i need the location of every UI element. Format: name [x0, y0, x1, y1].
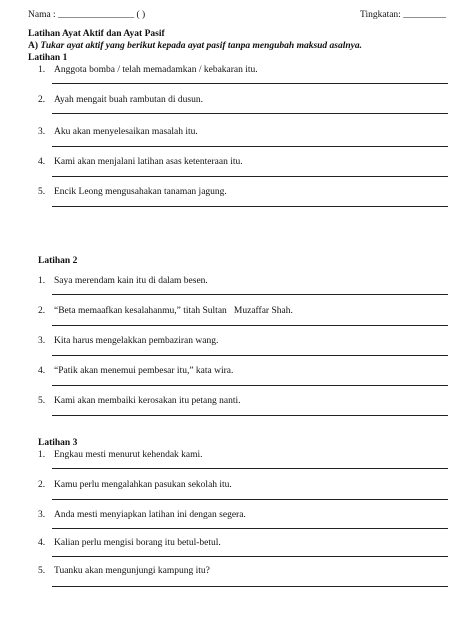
answer-line: [52, 146, 448, 147]
ex3-q3-text: Anda mesti menyiapkan latihan ini dengan segera.: [54, 510, 246, 520]
answer-line: [52, 325, 448, 326]
ex2-q3-num: 3.: [38, 336, 46, 346]
ex3-q4-text: Kalian perlu mengisi borang itu betul-betul.: [54, 538, 221, 548]
answer-line: [52, 355, 448, 356]
worksheet-title: Latihan Ayat Aktif dan Ayat Pasif: [28, 29, 165, 39]
ex3-q3-num: 3.: [38, 510, 46, 520]
ex3-q1-text: Engkau mesti menurut kehendak kami.: [54, 450, 203, 460]
ex3-q2-text: Kamu perlu mengalahkan pasukan sekolah itu.: [54, 480, 232, 490]
ex1-q4-text: Kami akan menjalani latihan asas ketenteraan itu.: [54, 157, 243, 167]
instruction-text: Tukar ayat aktif yang berikut kepada ayat pasif tanpa mengubah maksud asalnya.: [40, 41, 363, 51]
ex3-q5-num: 5.: [38, 566, 46, 576]
ex2-q4-text: “Patik akan menemui pembesar itu,” kata wira.: [54, 366, 234, 376]
ex2-q3-text: Kita harus mengelakkan pembaziran wang.: [54, 336, 219, 346]
answer-line: [52, 468, 448, 469]
answer-line: [52, 415, 448, 416]
ex1-q5-num: 5.: [38, 187, 46, 197]
ex1-q5-text: Encik Leong mengusahakan tanaman jagung.: [54, 187, 227, 197]
ex2-q2-text: “Beta memaafkan kesalahanmu,” titah Sultan Muzaffar Shah.: [54, 306, 293, 316]
answer-line: [52, 206, 448, 207]
ex2-q4-num: 4.: [38, 366, 46, 376]
ex2-q1-text: Saya merendam kain itu di dalam besen.: [54, 276, 208, 286]
ex3-q2-num: 2.: [38, 480, 46, 490]
ex3-q4-num: 4.: [38, 538, 46, 548]
ex1-q1-num: 1.: [38, 65, 46, 75]
name-field-label: Nama : ________________ ( ): [28, 10, 146, 20]
ex2-q5-num: 5.: [38, 396, 46, 406]
ex2-q5-text: Kami akan membaiki kerosakan itu petang nanti.: [54, 396, 241, 406]
ex3-q5-text: Tuanku akan mengunjungi kampung itu?: [54, 566, 210, 576]
exercise-1-title: Latihan 1: [28, 53, 68, 63]
ex1-q3-text: Aku akan menyelesaikan masalah itu.: [54, 127, 198, 137]
answer-line: [52, 499, 448, 500]
answer-line: [52, 586, 448, 587]
answer-line: [52, 528, 448, 529]
ex1-q3-num: 3.: [38, 127, 46, 137]
level-field-label: Tingkatan: _________: [360, 10, 446, 20]
answer-line: [52, 385, 448, 386]
ex1-q2-num: 2.: [38, 95, 46, 105]
ex2-q2-num: 2.: [38, 306, 46, 316]
instruction: [28, 41, 362, 51]
ex1-q4-num: 4.: [38, 157, 46, 167]
ex1-q1-text: Anggota bomba / telah memadamkan / kebakaran itu.: [54, 65, 258, 75]
ex1-q2-text: Ayah mengait buah rambutan di dusun.: [54, 95, 203, 105]
instruction-prefix: A): [28, 41, 39, 51]
exercise-2-title: Latihan 2: [38, 256, 78, 266]
ex2-q1-num: 1.: [38, 276, 46, 286]
exercise-3-title: Latihan 3: [38, 438, 78, 448]
answer-line: [52, 83, 448, 84]
answer-line: [52, 176, 448, 177]
answer-line: [52, 294, 448, 295]
answer-line: [52, 113, 448, 114]
ex3-q1-num: 1.: [38, 450, 46, 460]
answer-line: [52, 556, 448, 557]
